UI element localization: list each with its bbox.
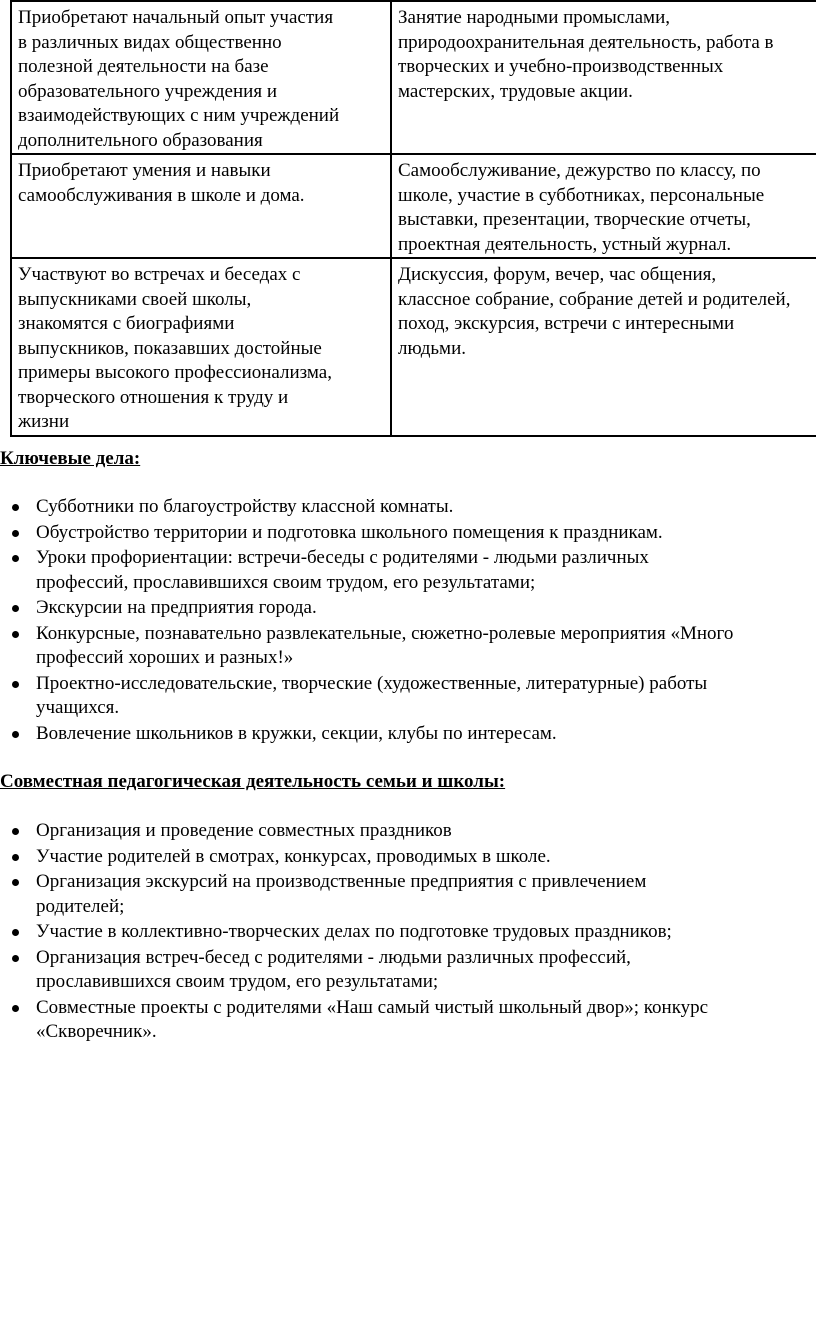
bullet-icon: [12, 929, 19, 936]
cell-line: примеры высокого профессионализма,: [18, 362, 332, 383]
list-item: [0, 996, 816, 1045]
cell-line: выпускников, показавших достойные: [18, 337, 322, 359]
cell-line: поход, экскурсия, встречи с интересными: [398, 313, 735, 334]
activities-table: [10, 0, 816, 437]
list-item-line: Участие родителей в смотрах, конкурсах, проводимых в школе.: [36, 845, 551, 867]
section-heading-joint-activities: Совместная педагогическая деятельность семьи и школы:: [0, 771, 506, 792]
bullet-icon: [12, 555, 19, 562]
cell-line: Самообслуживание, дежурство по классу, по: [398, 160, 761, 181]
bullet-icon: [12, 1005, 19, 1012]
list-item-line: Организация и проведение совместных праздников: [36, 820, 452, 841]
cell-line: классное собрание, собрание детей и родителей,: [398, 288, 791, 310]
list-item: [0, 870, 816, 919]
cell-line: дополнительного образования: [18, 129, 263, 151]
cell-line: Участвуют во встречах и беседах с: [18, 264, 301, 285]
bullet-icon: [12, 504, 19, 511]
cell-line: Приобретают начальный опыт участия: [18, 7, 334, 28]
table-cell-activity-forms: [391, 154, 816, 258]
joint-activities-list: [0, 819, 816, 1046]
bullet-icon: [12, 605, 19, 612]
list-item: [0, 845, 816, 870]
cell-line: жизни: [18, 411, 70, 432]
list-item: [0, 722, 816, 747]
list-item-line: учащихся.: [36, 697, 120, 718]
cell-line: самообслуживания в школе и дома.: [18, 184, 305, 206]
cell-line: выпускниками своей школы,: [18, 288, 252, 310]
cell-line: творческих и учебно-производственных: [398, 56, 724, 77]
table-cell-activity-forms: [391, 1, 816, 154]
list-item-line: Участие в коллективно-творческих делах по подготовке трудовых праздников;: [36, 921, 672, 942]
list-item-line: Вовлечение школьников в кружки, секции, клубы по интересам.: [36, 722, 557, 744]
bullet-icon: [12, 828, 19, 835]
table-cell-activity-forms: [391, 258, 816, 436]
list-item: [0, 819, 816, 844]
cell-line: взаимодействующих с ним учреждений: [18, 105, 340, 126]
key-activities-list: [0, 495, 816, 747]
list-item-line: Организация встреч-бесед с родителями - людьми различных профессий,: [36, 946, 631, 968]
list-item-line: Проектно-исследовательские, творческие (художественные, литературные) работы: [36, 672, 708, 694]
table-row: [11, 258, 816, 436]
cell-line: Занятие народными промыслами,: [398, 7, 670, 28]
bullet-icon: [12, 955, 19, 962]
list-item-line: Организация экскурсий на производственные предприятия с привлечением: [36, 871, 647, 892]
list-item-line: Субботники по благоустройству классной комнаты.: [36, 496, 454, 517]
cell-line: творческого отношения к труду и: [18, 386, 289, 408]
table-cell-participation-form: [11, 258, 391, 436]
list-item-line: родителей;: [36, 895, 125, 917]
list-item-line: Совместные проекты с родителями «Наш самый чистый школьный двор»; конкурс: [36, 996, 709, 1018]
list-item: [0, 596, 816, 621]
list-item-line: прославившихся своим трудом, его результатами;: [36, 971, 439, 992]
list-item-line: Обустройство территории и подготовка школьного помещения к праздникам.: [36, 521, 663, 543]
cell-line: выставки, презентации, творческие отчеты,: [398, 209, 751, 230]
list-item: [0, 546, 816, 595]
cell-line: Приобретают умения и навыки: [18, 160, 271, 181]
cell-line: в различных видах общественно: [18, 31, 282, 53]
table-row: [11, 154, 816, 258]
section-heading-key-activities: Ключевые дела:: [0, 448, 141, 469]
list-item-line: профессий, прославившихся своим трудом, его результатами;: [36, 571, 536, 593]
bullet-icon: [12, 530, 19, 537]
bullet-icon: [12, 681, 19, 688]
list-item-line: профессий хороших и разных!»: [36, 647, 294, 668]
bullet-icon: [12, 731, 19, 738]
cell-line: Дискуссия, форум, вечер, час общения,: [398, 264, 717, 285]
cell-line: природоохранительная деятельность, работа в: [398, 31, 774, 53]
cell-line: школе, участие в субботниках, персональные: [398, 184, 765, 206]
bullet-icon: [12, 631, 19, 638]
list-item: [0, 946, 816, 995]
cell-line: образовательного учреждения и: [18, 80, 277, 102]
cell-line: проектная деятельность, устный журнал.: [398, 233, 732, 255]
cell-line: мастерских, трудовые акции.: [398, 80, 633, 102]
cell-line: знакомятся с биографиями: [18, 313, 235, 334]
cell-line: полезной деятельности на базе: [18, 56, 269, 77]
list-item: [0, 495, 816, 520]
list-item-line: Уроки профориентации: встречи-беседы с родителями - людьми различных: [36, 547, 649, 568]
list-item: [0, 920, 816, 945]
list-item-line: «Скворечник».: [36, 1021, 157, 1042]
list-item-line: Экскурсии на предприятия города.: [36, 597, 317, 618]
cell-line: людьми.: [398, 337, 466, 359]
table-cell-participation-form: [11, 154, 391, 258]
table-cell-participation-form: [11, 1, 391, 154]
list-item: [0, 622, 816, 671]
bullet-icon: [12, 879, 19, 886]
list-item: [0, 672, 816, 721]
list-item: [0, 521, 816, 546]
table-row: [11, 1, 816, 154]
list-item-line: Конкурсные, познавательно развлекательные, сюжетно-ролевые мероприятия «Много: [36, 622, 734, 644]
bullet-icon: [12, 854, 19, 861]
